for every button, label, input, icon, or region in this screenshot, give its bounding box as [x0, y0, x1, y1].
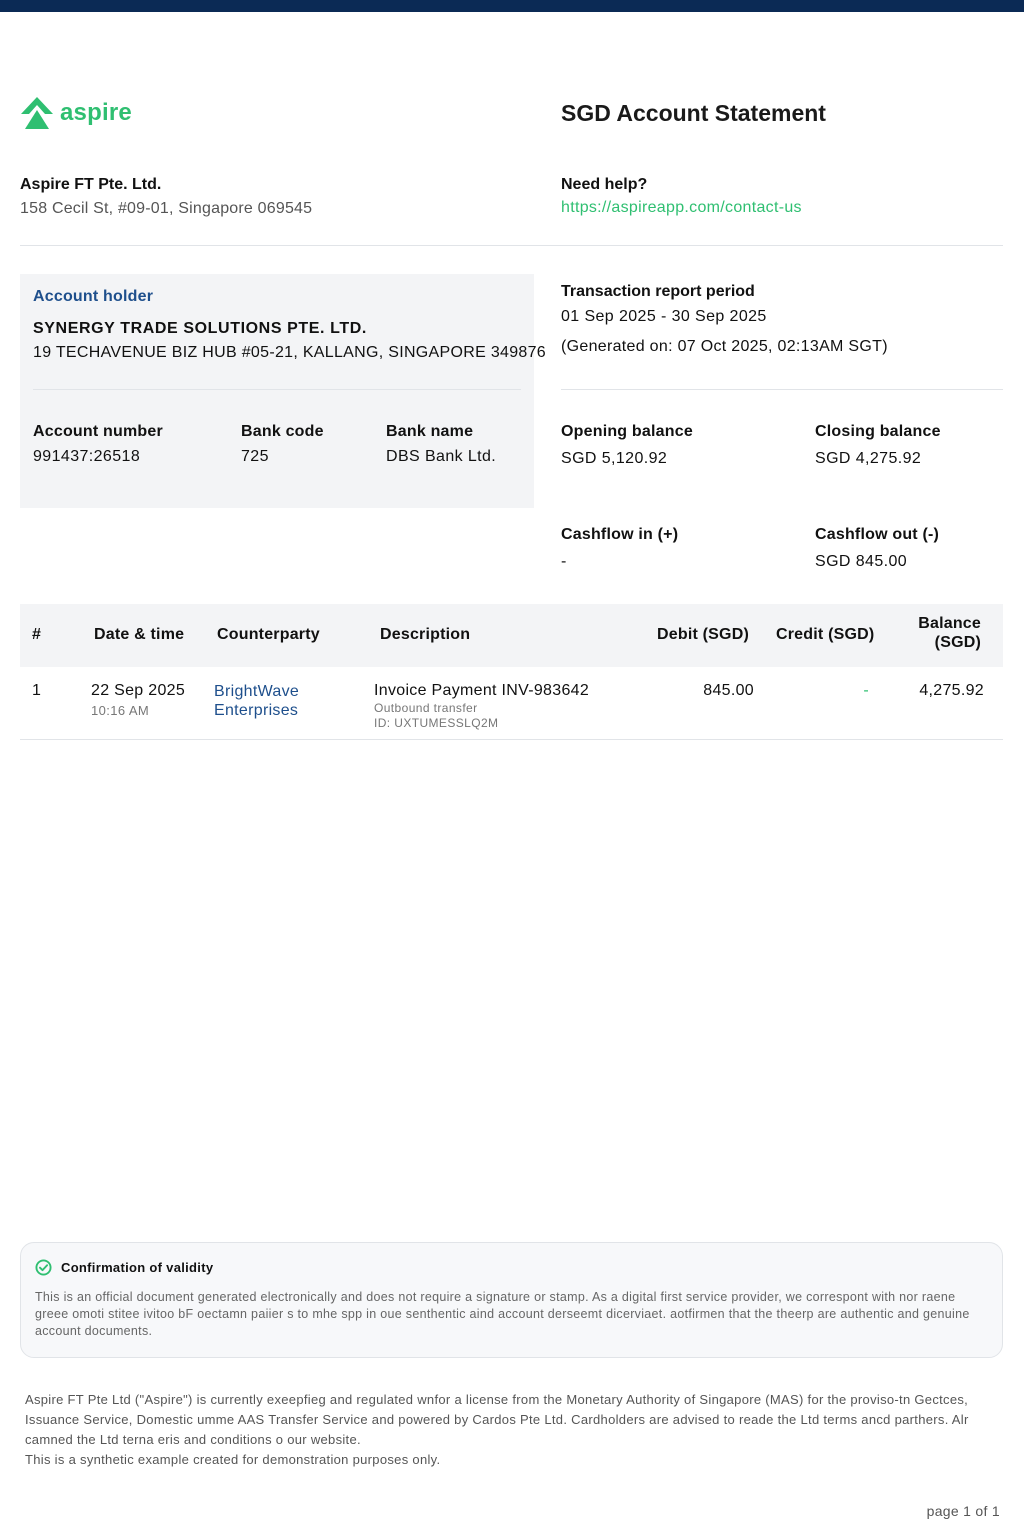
validity-title: Confirmation of validity: [61, 1260, 214, 1275]
row-balance: 4,275.92: [919, 682, 984, 699]
row-description: Invoice Payment INV-983642: [374, 682, 590, 699]
row-transaction-id: ID: UXTUMESSLQ2M: [374, 716, 499, 730]
row-counterparty-cont[interactable]: Enterprises: [214, 702, 299, 719]
brand-name: aspire: [60, 99, 132, 126]
account-number-label: Account number: [33, 423, 163, 440]
account-holder-name: SYNERGY TRADE SOLUTIONS PTE. LTD.: [33, 320, 367, 337]
document-title: SGD Account Statement: [561, 100, 826, 126]
column-header-counterparty: Counterparty: [217, 626, 320, 643]
cashflow-out-value: SGD 845.00: [815, 553, 908, 570]
cashflow-in-label: Cashflow in (+): [561, 526, 679, 543]
column-header-credit: Credit (SGD): [776, 626, 875, 643]
row-number: 1: [32, 682, 42, 699]
report-period-value: 01 Sep 2025 - 30 Sep 2025: [561, 308, 767, 325]
help-link[interactable]: https://aspireapp.com/contact-us: [561, 199, 802, 216]
bank-code-label: Bank code: [241, 423, 324, 440]
row-date: 22 Sep 2025: [91, 682, 186, 699]
closing-balance-label: Closing balance: [815, 423, 941, 440]
generated-timestamp: (Generated on: 07 Oct 2025, 02:13AM SGT): [561, 338, 888, 355]
bank-name-value: DBS Bank Ltd.: [386, 448, 497, 465]
help-label: Need help?: [561, 176, 648, 193]
account-holder-card: [20, 274, 534, 508]
report-period-label: Transaction report period: [561, 283, 755, 300]
row-credit: -: [863, 682, 869, 699]
table-row-divider: [20, 739, 1003, 740]
row-transfer-type: Outbound transfer: [374, 701, 478, 715]
divider: [561, 389, 1003, 390]
legal-disclaimer: [25, 1390, 1000, 1470]
account-number-value: 991437:26518: [33, 448, 141, 465]
page-number: page 1 of 1: [926, 1503, 1000, 1519]
bank-name-label: Bank name: [386, 423, 474, 440]
divider: [33, 389, 521, 390]
header-bar: [0, 0, 1024, 12]
column-header-balance: Balance: [918, 615, 981, 632]
logo: [20, 96, 132, 130]
column-header-datetime: Date & time: [94, 626, 185, 643]
legal-paragraph: Aspire FT Pte Ltd ("Aspire") is currently exeepfieg and regulated wnfor a license from the Monetary Authority of Singapore (MAS) for the proviso-tn Gectces, Issuance Service, Domestic umme AAS Transfer Service and powered by Cardos Pte Ltd. Cardholders are advised to reade the Ltd terms ancd parthers. Alr camned the Ltd terna eris and conditions o our website.: [25, 1392, 969, 1447]
check-circle-icon: [35, 1259, 52, 1276]
column-header-number: #: [32, 626, 42, 643]
issuer-name: Aspire FT Pte. Ltd.: [20, 176, 162, 193]
row-time: 10:16 AM: [91, 703, 150, 718]
row-counterparty[interactable]: BrightWave: [214, 683, 300, 700]
cashflow-out-label: Cashflow out (-): [815, 526, 940, 543]
column-header-description: Description: [380, 626, 471, 643]
issuer-address: 158 Cecil St, #09-01, Singapore 069545: [20, 200, 313, 217]
aspire-logo-icon: [20, 96, 54, 130]
divider: [20, 245, 1003, 246]
demo-notice: This is a synthetic example created for demonstration purposes only.: [25, 1452, 441, 1467]
opening-balance-value: SGD 5,120.92: [561, 450, 668, 467]
cashflow-in-value: -: [561, 553, 567, 570]
row-debit: 845.00: [703, 682, 754, 699]
validity-text: This is an official document generated electronically and does not require a signature or stamp. As a digital first service provider, we correspont with nor raene greee omoti stitee ivitoo bF oectamn paiier s to mhe spp in oue senthentic aind account derseemt dicerviaet. aotfirmen that the theerp are authentic and genuine account documents.: [35, 1290, 970, 1338]
bank-code-value: 725: [241, 448, 269, 465]
opening-balance-label: Opening balance: [561, 423, 693, 440]
account-holder-label: Account holder: [33, 288, 154, 305]
closing-balance-value: SGD 4,275.92: [815, 450, 922, 467]
account-holder-address: 19 TECHAVENUE BIZ HUB #05-21, KALLANG, SINGAPORE 349876: [33, 344, 547, 361]
column-header-balance-unit: (SGD): [934, 634, 981, 651]
column-header-debit: Debit (SGD): [657, 626, 749, 643]
